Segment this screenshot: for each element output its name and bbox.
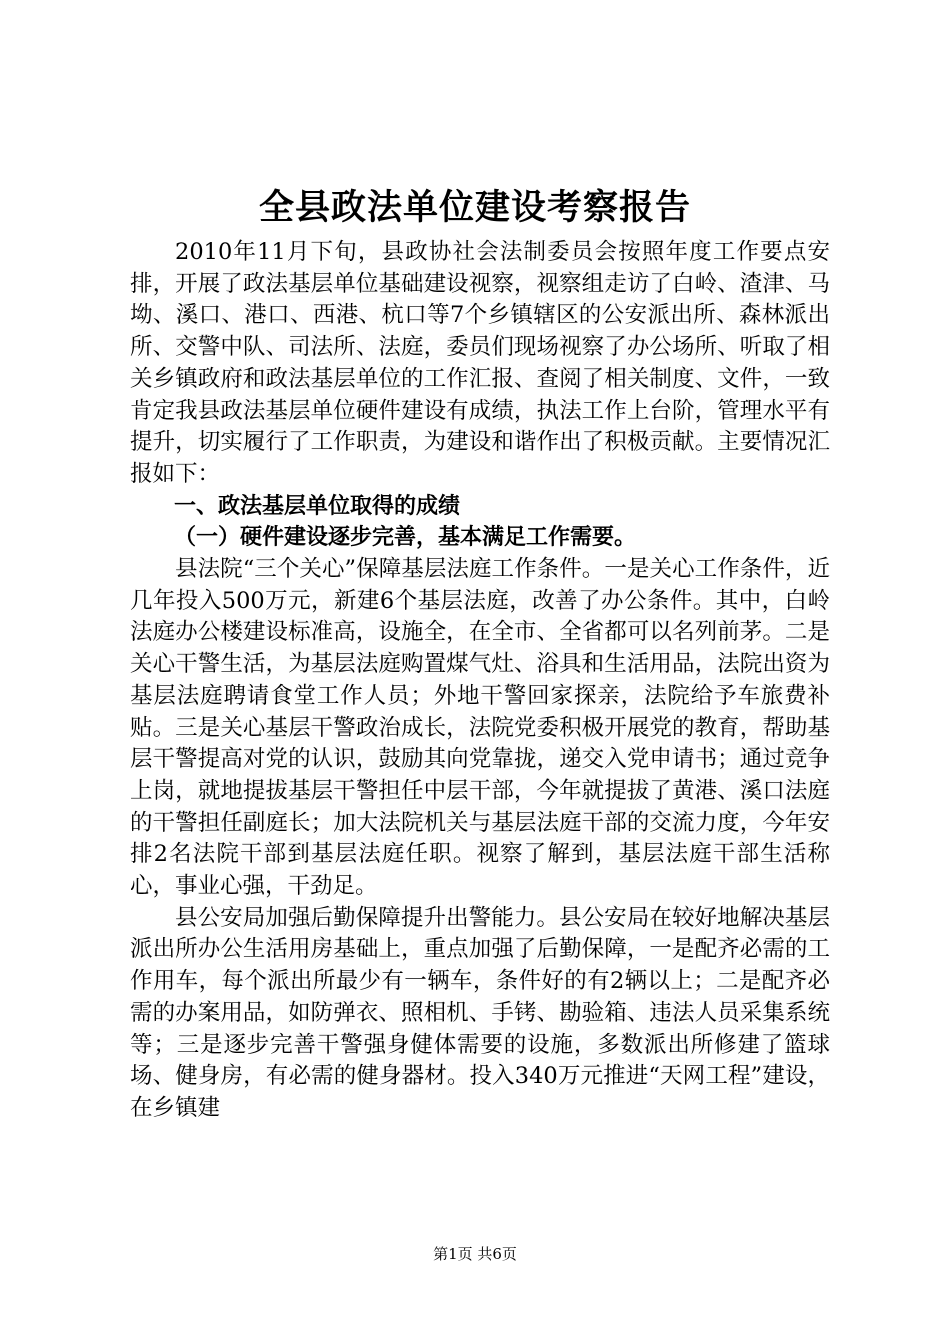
document-title: 全县政法单位建设考察报告 [258, 187, 691, 228]
subsection-heading: （一）硬件建设逐步完善，基本满足工作需要。 [174, 525, 637, 551]
page-footer: 第1页 共6页 [433, 1245, 517, 1263]
police-paragraph: 县公安局加强后勤保障提升出警能力。县公安局在较好地解决基层派出所办公生活用房基础上，重点加强了后勤保障，一是配齐必需的工作用车，每个派出所最少有一辆车，条件好的有2辆以上；二是配齐必需的办案用品，如防弹衣、照相机、手铐、勘验箱、违法人员采集系统等；三是逐步完善干警强身健体需要的设施，多数派出所修建了篮球场、健身房，有必需的健身器材。投入340万元推进“天网工程”建设，在乡镇建 [130, 904, 830, 1121]
section-heading: 一、政法基层单位取得的成绩 [174, 493, 461, 519]
document-body [130, 237, 830, 1125]
court-paragraph: 县法院“三个关心”保障基层法庭工作条件。一是关心工作条件，近几年投入500万元，新建6个基层法庭，改善了办公条件。其中，白岭法庭办公楼建设标准高，设施全，在全市、全省都可以名列前茅。二是关心干警生活，为基层法庭购置煤气灶、浴具和生活用品，法院出资为基层法庭聘请食堂工作人员；外地干警回家探亲，法院给予车旅费补贴。三是关心基层干警政治成长，法院党委积极开展党的教育，帮助基层干警提高对党的认识，鼓励其向党靠拢，递交入党申请书；通过竞争上岗，就地提拔基层干警担任中层干部，今年就提拔了黄港、溪口法庭的干警担任副庭长；加大法院机关与基层法庭干部的交流力度，今年安排2名法院干部到基层法庭任职。视察了解到，基层法庭干部生活称心，事业心强，干劲足。 [130, 556, 830, 900]
intro-paragraph: 2010年11月下旬，县政协社会法制委员会按照年度工作要点安排，开展了政法基层单位基础建设视察，视察组走访了白岭、渣津、马坳、溪口、港口、西港、杭口等7个乡镇辖区的公安派出所、森林派出所、交警中队、司法所、法庭，委员们现场视察了办公场所、听取了相关乡镇政府和政法基层单位的工作汇报、查阅了相关制度、文件，一致肯定我县政法基层单位硬件建设有成绩，执法工作上台阶，管理水平有提升，切实履行了工作职责，为建设和谐作出了积极贡献。主要情况汇报如下： [130, 239, 830, 487]
